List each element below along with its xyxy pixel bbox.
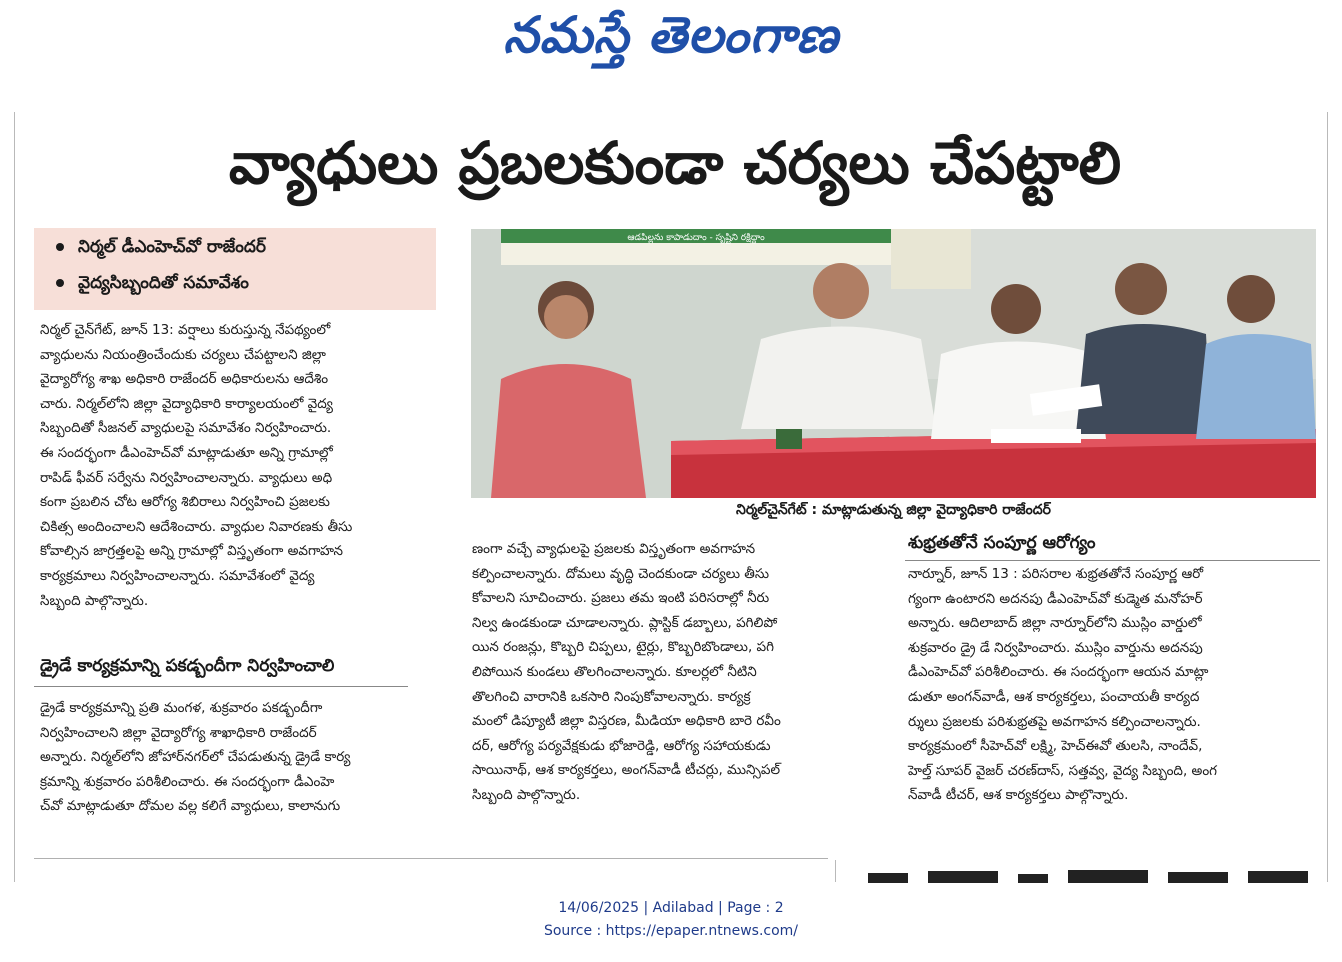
text-line: హెల్త్ సూపర్ వైజర్ చరణ్‌దాస్, సత్తవ్వ, వైద్య సిబ్బంది, అంగ [908, 762, 1218, 779]
subheading-underline [34, 686, 408, 687]
text-line: కంగా ప్రబలిన చోట ఆరోగ్య శిబిరాలు నిర్వహించి ప్రజలకు [40, 494, 330, 511]
bullet-icon [56, 243, 64, 251]
text-line: ర్శులు ప్రజలకు పరిశుభ్రతపై అవగాహన కల్పించాలన్నారు. [908, 713, 1201, 730]
text-line: వ్యాధులను నియంత్రించేందుకు చర్యలు చేపట్టాలని జిల్లా [40, 346, 326, 363]
news-photo [471, 229, 1316, 498]
text-line: లిపోయిన కుండలు తొలగించాలన్నారు. కూలర్లలో నీటిని [472, 663, 757, 680]
text-line: దర్, ఆరోగ్య పర్యవేక్షకుడు భోజారెడ్డి, ఆరోగ్య సహాయకుడు [472, 737, 771, 754]
photo-caption: నిర్మల్‌చైన్‌గేట్ : మాట్లాడుతున్న జిల్లా వైద్యాధికారి రాజేందర్ [736, 502, 1051, 518]
masthead-title: నమస్తే తెలంగాణ [503, 6, 839, 64]
banner-text: ఆడపిల్లను కాపాడుదాం - సృష్టిని రక్షిద్దాం [627, 233, 765, 243]
highlight-box [34, 228, 436, 310]
highlight-text: వైద్యసిబ్బందితో సమావేశం [78, 273, 249, 293]
bullet-icon [56, 279, 64, 287]
text-line: ఈ సందర్భంగా డీఎంహెచ్‌వో మాట్లాడుతూ అన్ని గ్రామాల్లో [40, 444, 333, 461]
text-line: డుతూ అంగన్‌వాడీ, ఆశ కార్యకర్తలు, పంచాయతీ కార్యద [908, 688, 1200, 705]
text-line: సిబ్బంది పాల్గొన్నారు. [472, 786, 581, 803]
masthead-logo [0, 6, 1342, 76]
subheading-dry-day: డ్రైడే కార్యక్రమాన్ని పకడ్బందీగా నిర్వహించాలి [40, 656, 335, 676]
text-line: నిర్మల్ చైన్‌గేట్, జూన్ 13: వర్షాలు కురుస్తున్న నేపథ్యంలో [40, 322, 331, 338]
subheading-underline [905, 560, 1320, 561]
text-line: శుక్రవారం డ్రై డే నిర్వహించారు. ముస్లిం వార్డును అదనపు [908, 639, 1203, 656]
text-line: రాపిడ్ ఫీవర్ సర్వేను నిర్వహించాలన్నారు. వ్యాధులు అధి [40, 469, 333, 486]
text-line: వైద్యారోగ్య శాఖ అధికారి రాజేందర్ అధికారులను ఆదేశిం [40, 371, 329, 388]
text-line: కార్యక్రమాలు నిర్వహించాలన్నారు. సమావేశంలో వైద్య [40, 567, 315, 584]
text-line: చికిత్స అందించాలని ఆదేశించారు. వ్యాధుల నివారణకు తీసు [40, 518, 353, 535]
text-line: తొలగించి వారానికి ఒకసారి నింపుకోవాలన్నారు. కార్యక్ర [472, 688, 751, 705]
article-column-1 [40, 318, 440, 613]
text-line: సిబ్బంది పాల్గొన్నారు. [40, 592, 149, 609]
article-column-1b [40, 696, 440, 819]
footer-source-link[interactable]: Source : https://epaper.ntnews.com/ [543, 923, 799, 939]
article-column-3 [908, 562, 1318, 808]
highlight-text: నిర్మల్ డీఎంహెచ్‌వో రాజేందర్ [78, 237, 266, 257]
text-line: సాయినాథ్, ఆశ కార్యకర్తలు, అంగన్‌వాడీ టీచర్లు, మున్సిపల్ [472, 762, 781, 779]
text-line: నిర్వహించాలని జిల్లా వైద్యారోగ్య శాఖాధికారి రాజేందర్ [40, 724, 317, 741]
text-line: మంలో డిప్యూటీ జిల్లా విస్తరణ, మీడియా అధికారి బారె రవీం [472, 713, 781, 730]
text-line: నిల్వ ఉండకుండా చూడాలన్నారు. ప్లాస్టిక్ డబ్బాలు, పగిలిపో [472, 614, 778, 631]
next-article-headline-fragment [868, 865, 1320, 883]
column-rule-right [1327, 112, 1328, 882]
text-line: అన్నారు. ఆదిలాబాద్ జిల్లా నార్నూర్‌లోని ముస్లిం వార్డులో [908, 615, 1202, 632]
text-line: చారు. నిర్మల్‌లోని జిల్లా వైద్యాధికారి కార్యాలయంలో వైద్య [40, 395, 333, 412]
subheading-cleanliness: శుభ్రతతోనే సంపూర్ణ ఆరోగ్యం [908, 533, 1096, 553]
text-line: కల్పించాలన్నారు. దోమలు వృద్ధి చెందకుండా చర్యలు తీసు [472, 565, 770, 582]
text-line: సిబ్బందితో సీజనల్ వ్యాధులపై సమావేశం నిర్వహించారు. [40, 420, 332, 437]
text-line: యిన రంజన్లు, కొబ్బరి చిప్పలు, టైర్లు, కొబ్బరిబొండాలు, పగి [472, 639, 775, 656]
text-line: కార్యక్రమంలో సీహెచ్‌వో లక్ష్మి, హెచ్‌ఈవో తులసి, నాందేవ్, [908, 738, 1203, 755]
text-line: కోవాల్సిన జాగ్రత్తలపై అన్ని గ్రామాల్లో విస్తృతంగా అవగాహన [40, 543, 344, 560]
text-line: క్రమాన్ని శుక్రవారం పరిశీలించారు. ఈ సందర్భంగా డీఎంహె [40, 773, 335, 790]
text-line: గ్యంగా ఉంటారని అదనపు డీఎంహెచ్‌వో కుడ్మెత మనోహర్ [908, 590, 1203, 607]
text-line: డ్రైడే కార్యక్రమాన్ని ప్రతి మంగళ, శుక్రవారం పకడ్బందీగా [40, 700, 323, 716]
highlight-item [56, 273, 249, 297]
article-headline: వ్యాధులు ప్రబలకుండా చర్యలు చేపట్టాలి [228, 129, 1122, 197]
article-column-2 [472, 537, 870, 808]
text-line: అన్నారు. నిర్మల్‌లోని జోహార్‌నగర్‌లో చేపడుతున్న డ్రైడే కార్య [40, 749, 351, 766]
highlight-item [56, 237, 266, 261]
column-rule-left [14, 112, 15, 882]
bottom-rule-left [34, 858, 828, 859]
text-line: చ్‌వో మాట్లాడుతూ దోమల వల్ల కలిగే వ్యాధులు, కాలానుగు [40, 798, 341, 815]
text-line: డీఎంహెచ్‌వో పరిశీలించారు. ఈ సందర్భంగా ఆయన మాట్లా [908, 664, 1209, 681]
text-line: న్‌వాడీ టీచర్, ఆశ కార్యకర్తలు పాల్గొన్నారు. [908, 787, 1129, 804]
column-rule-mid [835, 860, 836, 882]
text-line: ణంగా వచ్చే వ్యాధులపై ప్రజలకు విస్తృతంగా అవగాహన [472, 541, 756, 557]
text-line: నార్నూర్, జూన్ 13 : పరిసరాల శుభ్రతతోనే సంపూర్ణ ఆరో [908, 566, 1204, 582]
text-line: కోవాలని సూచించారు. ప్రజలు తమ ఇంటి పరిసరాల్లో నీరు [472, 590, 770, 607]
footer-date-edition: 14/06/2025 | Adilabad | Page : 2 [558, 900, 784, 916]
